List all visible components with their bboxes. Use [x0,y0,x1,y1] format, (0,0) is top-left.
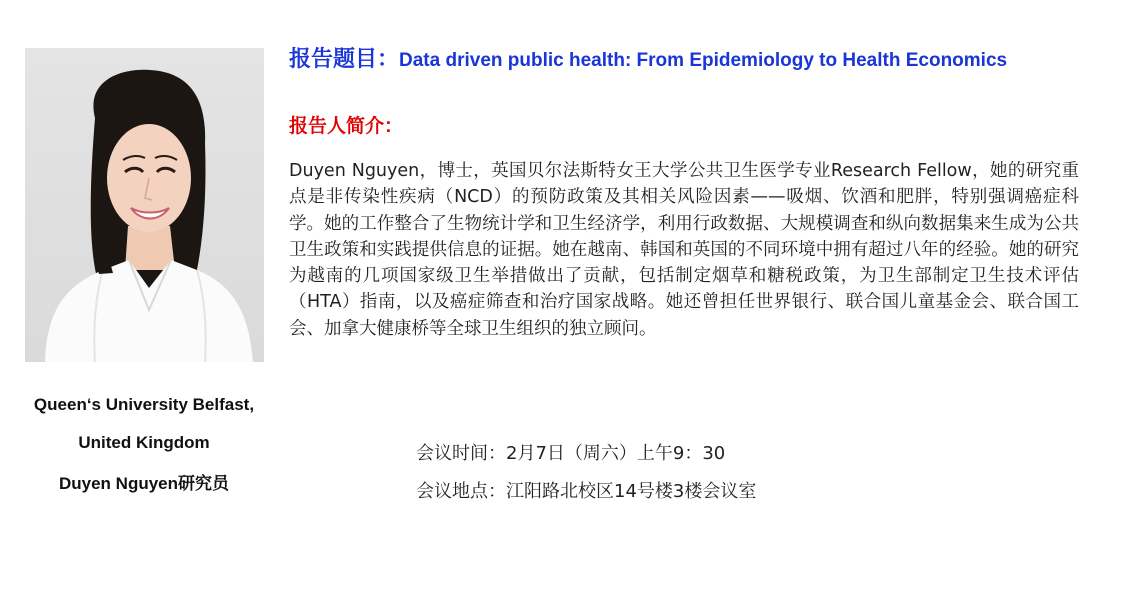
speaker-affiliation-line2: United Kingdom [78,433,210,452]
report-title-text: Data driven public health: From Epidemiology to Health Economics [399,50,1008,71]
speaker-photo [25,48,264,362]
report-title-row [289,42,1007,73]
report-title-label: 报告题目： [289,47,400,72]
speaker-name-title: Duyen Nguyen研究员 [58,474,230,493]
meeting-time: 会议时间：2月7日（周六）上午9：30 [416,443,726,464]
bio-paragraph: Duyen Nguyen，博士，英国贝尔法斯特女王大学公共卫生医学专业Research Fellow，她的研究重点是非传染性疾病（NCD）的预防政策及其相关风险因素——吸烟、饮酒和肥胖，特别强调癌症科学。她的工作整合了生物统计学和卫生经济学，利用行政数据、大规模调查和纵向数据集来生成为公共卫生政策和实践提供信息的证据。她在越南、韩国和英国的不同环境中拥有超过八年的经验。她的研究为越南的几项国家级卫生举措做出了贡献，包括制定烟草和糖税政策，为卫生部制定卫生技术评估（HTA）指南，以及癌症筛查和治疗国家战略。她还曾担任世界银行、联合国儿童基金会、联合国工会、加拿大健康桥等全球卫生组织的独立顾问。 [289,161,1079,339]
speaker-portrait-image [25,48,264,362]
meeting-place: 会议地点：江阳路北校区14号楼3楼会议室 [416,481,757,502]
bio-heading: 报告人简介： [289,115,404,137]
speaker-affiliation-line1: Queen‘s University Belfast, [33,395,255,414]
